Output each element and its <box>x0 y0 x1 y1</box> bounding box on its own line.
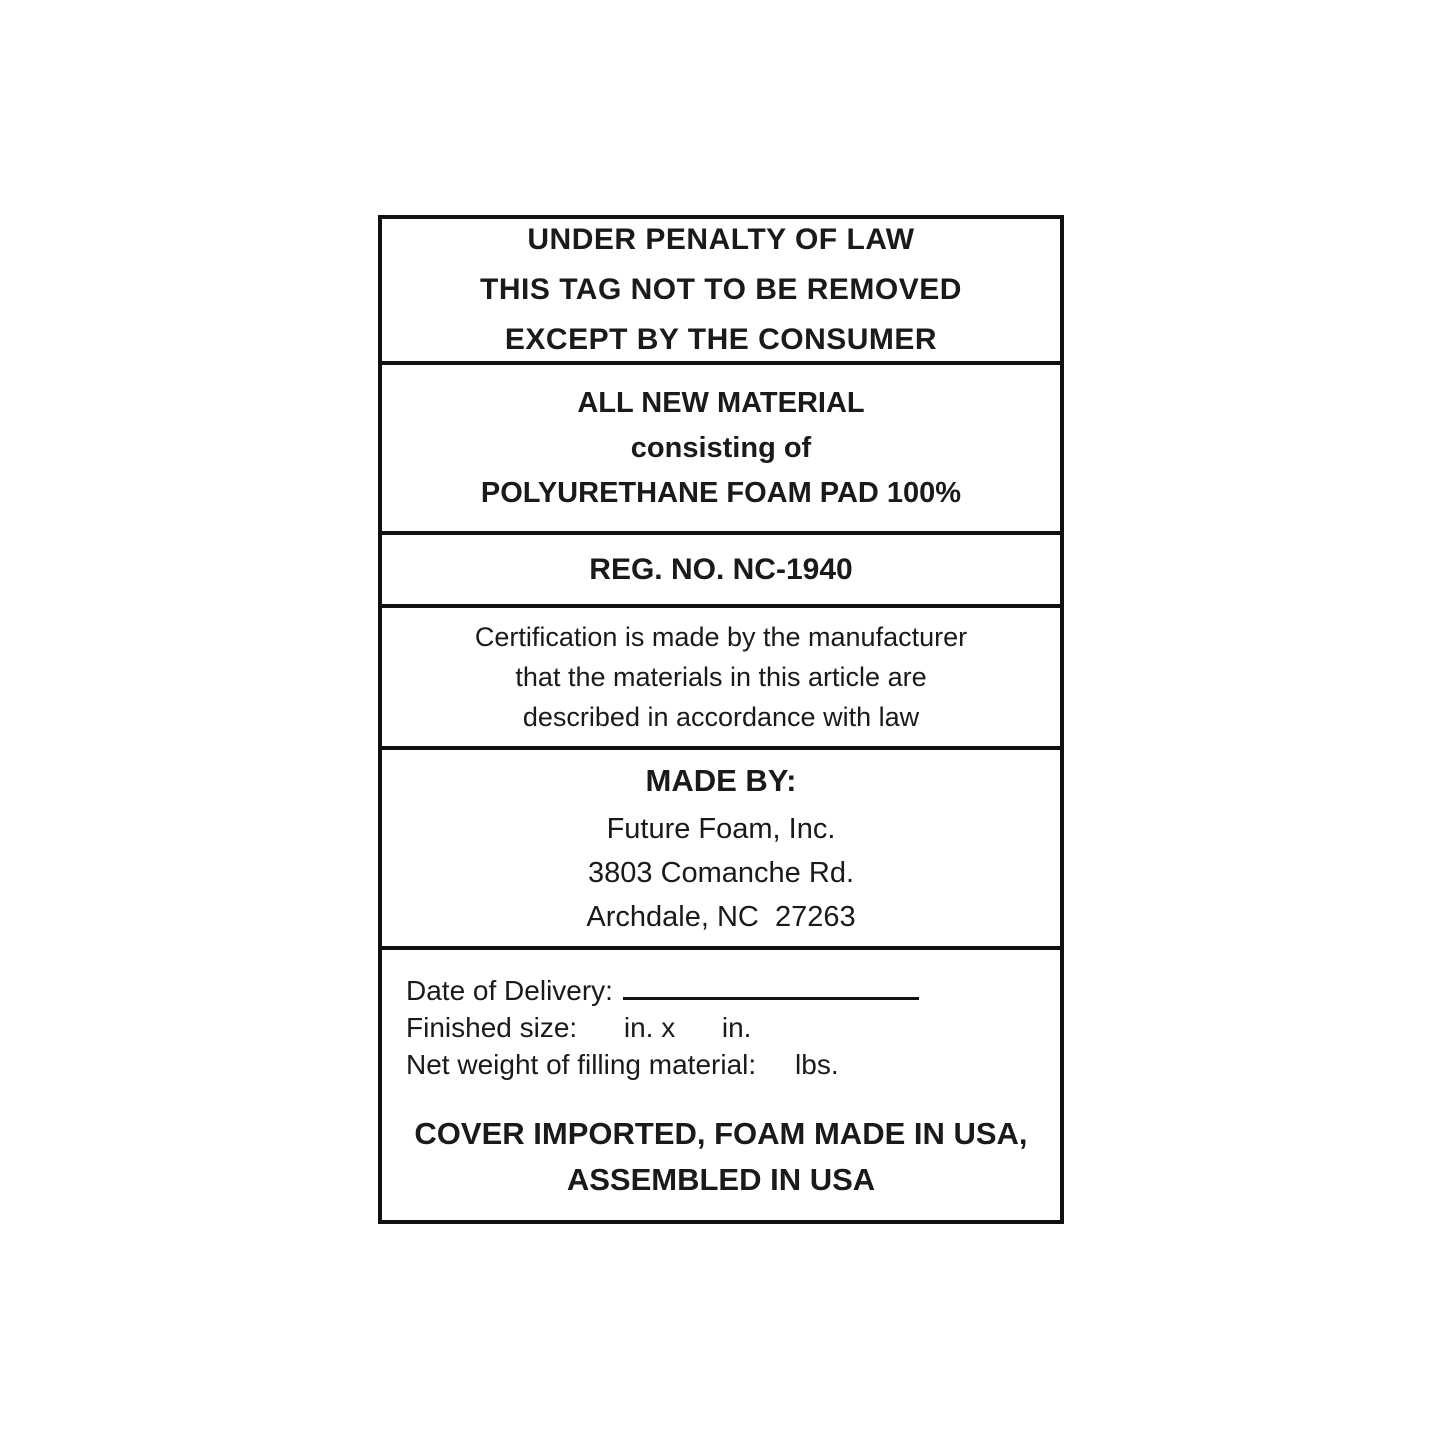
manufacturer-name: Future Foam, Inc. <box>606 813 836 845</box>
material-contents-section <box>382 365 1060 535</box>
contents-line-2: consisting of <box>630 431 812 464</box>
contents-line-1: ALL NEW MATERIAL <box>577 386 865 419</box>
manufacturer-street: 3803 Comanche Rd. <box>588 857 854 889</box>
date-of-delivery-blank <box>623 975 919 1000</box>
made-by-section <box>382 750 1060 950</box>
penalty-notice-section <box>382 219 1060 365</box>
date-of-delivery-label: Date of Delivery: <box>406 975 613 1006</box>
certification-section <box>382 608 1060 750</box>
registration-number: REG. NO. NC-1940 <box>589 552 853 586</box>
net-weight-line: Net weight of filling material: lbs. <box>406 1049 839 1080</box>
penalty-line-3: EXCEPT BY THE CONSUMER <box>504 323 938 356</box>
origin-line-2: ASSEMBLED IN USA <box>566 1162 876 1197</box>
made-by-heading: MADE BY: <box>645 763 797 798</box>
certification-line-1: Certification is made by the manufacturer <box>474 622 968 652</box>
certification-line-2: that the materials in this article are <box>515 662 927 692</box>
finished-size-line: Finished size: in. x in. <box>406 1012 752 1043</box>
registration-number-section <box>382 535 1060 608</box>
contents-line-3: POLYURETHANE FOAM PAD 100% <box>480 476 962 509</box>
certification-line-3: described in accordance with law <box>522 702 920 732</box>
origin-statement <box>382 1111 1060 1203</box>
penalty-line-2: THIS TAG NOT TO BE REMOVED <box>480 273 962 306</box>
origin-line-1: COVER IMPORTED, FOAM MADE IN USA, <box>414 1116 1028 1151</box>
delivery-and-origin-section <box>382 950 1060 1220</box>
date-of-delivery-line <box>406 972 1060 1009</box>
law-label-tag <box>378 215 1064 1224</box>
manufacturer-city-state-zip: Archdale, NC 27263 <box>586 901 856 933</box>
delivery-form <box>382 950 1060 1083</box>
penalty-line-1: UNDER PENALTY OF LAW <box>527 223 915 256</box>
